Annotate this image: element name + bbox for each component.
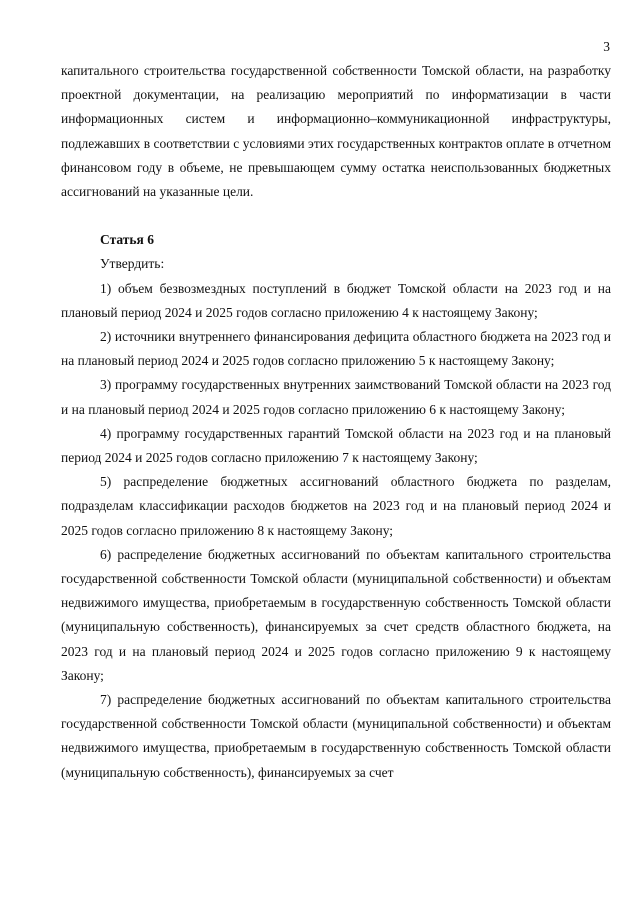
document-body bbox=[61, 59, 611, 785]
article-item-1: 1) объем безвозмездных поступлений в бюджет Томской области на 2023 год и на плановый период 2024 и 2025 годов согласно приложению 4 к настоящему Закону; bbox=[61, 280, 611, 320]
page-number: 3 bbox=[603, 39, 610, 54]
article-title: Статья 6 bbox=[100, 232, 154, 248]
paragraph-continuation: капитального строительства государственной собственности Томской области, на разработку проектной документации, на реализацию мероприятий по информатизации в части информационных систем и информационно–коммуникационной инфраструктуры, подлежавших в соответствии с условиями этих государственных контрактов оплате в отчетном финансовом году в объеме, не превышающем сумму остатка неиспользованных бюджетных ассигнований на указанные цели. bbox=[61, 63, 611, 200]
article-item-5: 5) распределение бюджетных ассигнований областного бюджета по разделам, подразделам классификации расходов бюджетов на 2023 год и на плановый период 2024 и 2025 годов согласно приложению 8 к настоящему Закону; bbox=[61, 474, 611, 538]
article-item-6: 6) распределение бюджетных ассигнований по объектам капитального строительства государственной собственности Томской области (муниципальной собственности) и объектам недвижимого имущества, приобретаемым в государственную собственность Томской области (муниципальную собственность), финансируемых за счет средств областного бюджета, на 2023 год и на плановый период 2024 и 2025 годов согласно приложению 9 к настоящему Закону; bbox=[61, 546, 611, 683]
article-intro: Утвердить: bbox=[100, 256, 165, 272]
article-item-4: 4) программу государственных гарантий Томской области на 2023 год и на плановый период 2024 и 2025 годов согласно приложению 7 к настоящему Закону; bbox=[61, 425, 611, 466]
article-item-7: 7) распределение бюджетных ассигнований по объектам капитального строительства государственной собственности Томской области (муниципальной собственности) и объектам недвижимого имущества, приобретаемым в государственную собственность Томской области (муниципальную собственность), финансируемых за счет bbox=[61, 692, 611, 780]
article-item-3: 3) программу государственных внутренних заимствований Томской области на 2023 год и на плановый период 2024 и 2025 годов согласно приложению 6 к настоящему Закону; bbox=[61, 377, 611, 417]
article-item-2: 2) источники внутреннего финансирования дефицита областного бюджета на 2023 год и на плановый период 2024 и 2025 годов согласно приложению 5 к настоящему Закону; bbox=[61, 329, 611, 369]
